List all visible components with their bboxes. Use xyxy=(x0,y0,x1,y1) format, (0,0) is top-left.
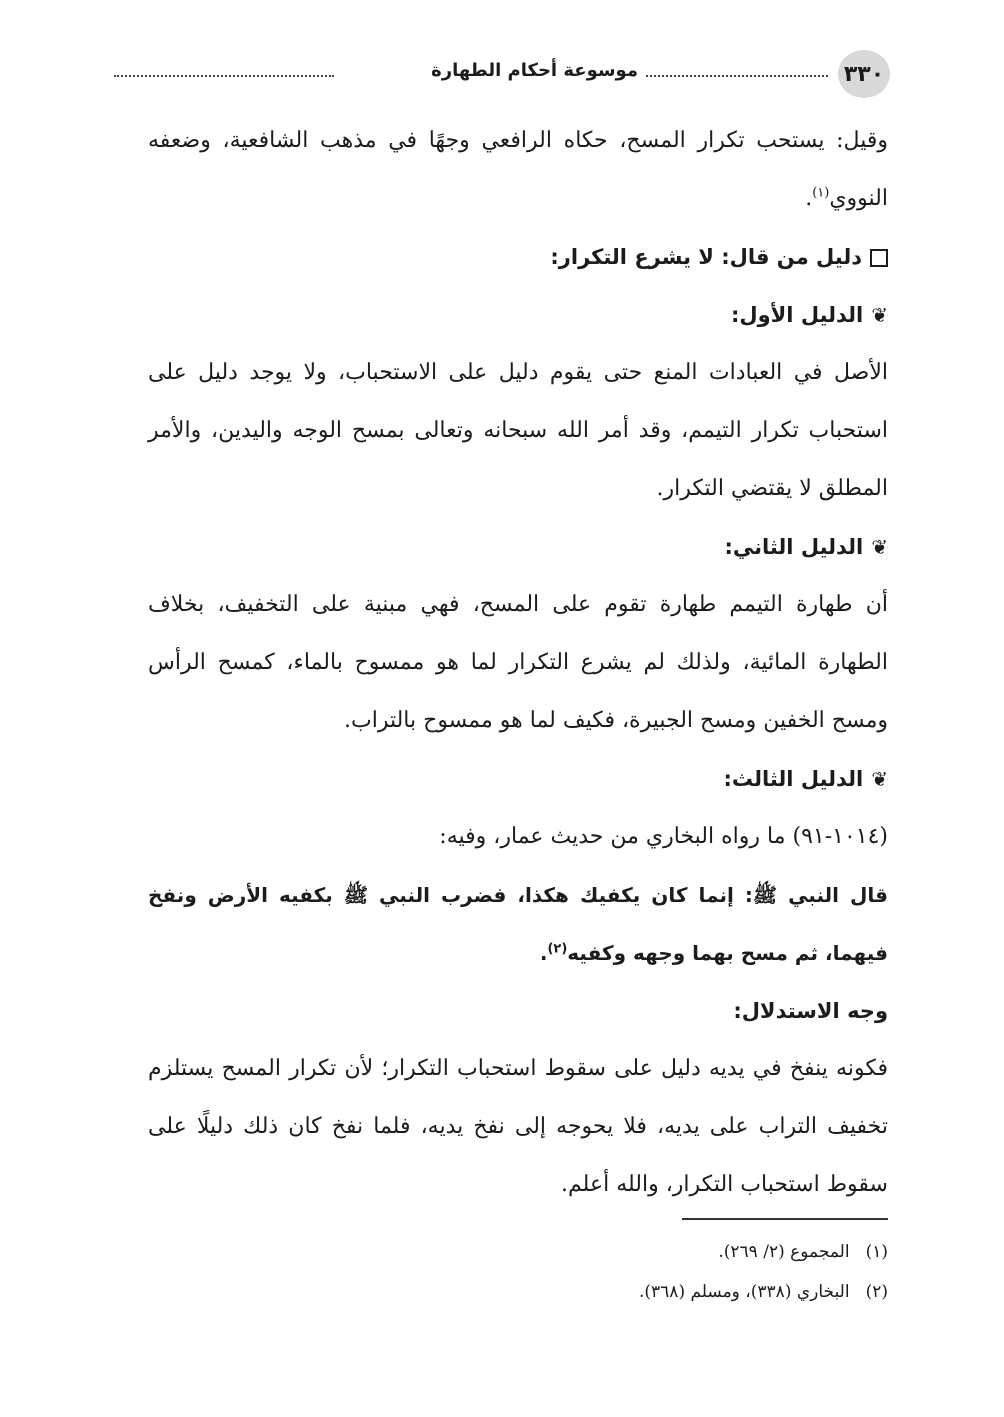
paragraph-first-evidence: الأصل في العبادات المنع حتى يقوم دليل على الاستحباب، ولا يوجد دليل على استحباب تكرار التيمم، وقد أمر الله سبحانه وتعالى بمسح الوجه واليدين، والأمر المطلق لا يقتضي التكرار. xyxy=(148,360,888,501)
square-bullet-icon xyxy=(870,249,888,267)
evidence-heading-third xyxy=(148,750,888,808)
evidence-heading-third-text: الدليل الثالث: xyxy=(723,767,864,791)
section-heading xyxy=(148,228,888,286)
paragraph-opinion xyxy=(148,112,888,228)
evidence-heading-first xyxy=(148,286,888,344)
header-dotted-rule-left xyxy=(114,75,334,77)
hadith-quote-end: . xyxy=(539,941,548,965)
hadith-quote-text: قال النبي ﷺ: إنما كان يكفيك هكذا، فضرب النبي ﷺ بكفيه الأرض ونفخ فيهما، ثم مسح بهما وجهه وكفيه xyxy=(148,883,888,965)
inference-heading: وجه الاستدلال: xyxy=(733,999,888,1023)
hadith-quote xyxy=(148,866,888,982)
footnote-1 xyxy=(148,1232,888,1272)
footnote-text: البخاري (٣٣٨)، ومسلم (٣٦٨). xyxy=(638,1282,850,1302)
footnotes xyxy=(148,1232,888,1312)
footnote-text: المجموع (٢/ ٢٦٩). xyxy=(718,1242,850,1262)
page-number: ٣٣٠ xyxy=(838,50,890,98)
leaf-ornament-icon: ❦ xyxy=(871,303,888,327)
footnote-2 xyxy=(148,1272,888,1312)
section-heading-text: دليل من قال: لا يشرع التكرار: xyxy=(550,245,862,269)
page-header xyxy=(114,50,890,98)
evidence-heading-first-text: الدليل الأول: xyxy=(731,303,864,327)
footnote-separator xyxy=(682,1218,888,1220)
leaf-ornament-icon: ❦ xyxy=(871,767,888,791)
footnote-ref-2[interactable]: (٢) xyxy=(547,941,568,957)
running-title: موسوعة أحكام الطهارة xyxy=(431,60,638,81)
paragraph-second-evidence: أن طهارة التيمم طهارة تقوم على المسح، فهي مبنية على التخفيف، بخلاف الطهارة المائية، ولذلك لم يشرع التكرار لما هو ممسوح بالماء، كمسح الرأس ومسح الخفين ومسح الجبيرة، فكيف لما هو ممسوح بالتراب. xyxy=(148,592,888,733)
evidence-heading-second-text: الدليل الثاني: xyxy=(724,535,864,559)
paragraph-opinion-end: . xyxy=(805,186,813,211)
leaf-ornament-icon: ❦ xyxy=(871,535,888,559)
paragraph-hadith-intro: (١٠١٤-٩١) ما رواه البخاري من حديث عمار، وفيه: xyxy=(439,824,888,849)
footnote-number: (١) xyxy=(865,1242,888,1262)
evidence-heading-second xyxy=(148,518,888,576)
footnote-ref-1[interactable]: (١) xyxy=(812,185,830,201)
header-dotted-rule-right xyxy=(646,75,828,77)
page-body xyxy=(148,112,888,1214)
paragraph-inference: فكونه ينفخ في يديه دليل على سقوط استحباب التكرار؛ لأن تكرار المسح يستلزم تخفيف التراب على يديه، فلا يحوجه إلى نفخ يديه، فلما نفخ كان ذلك دليلًا على سقوط استحباب التكرار، والله أعلم. xyxy=(148,1056,888,1197)
paragraph-opinion-text: وقيل: يستحب تكرار المسح، حكاه الرافعي وجهًا في مذهب الشافعية، وضعفه النووي xyxy=(148,128,888,211)
footnote-number: (٢) xyxy=(865,1282,888,1302)
